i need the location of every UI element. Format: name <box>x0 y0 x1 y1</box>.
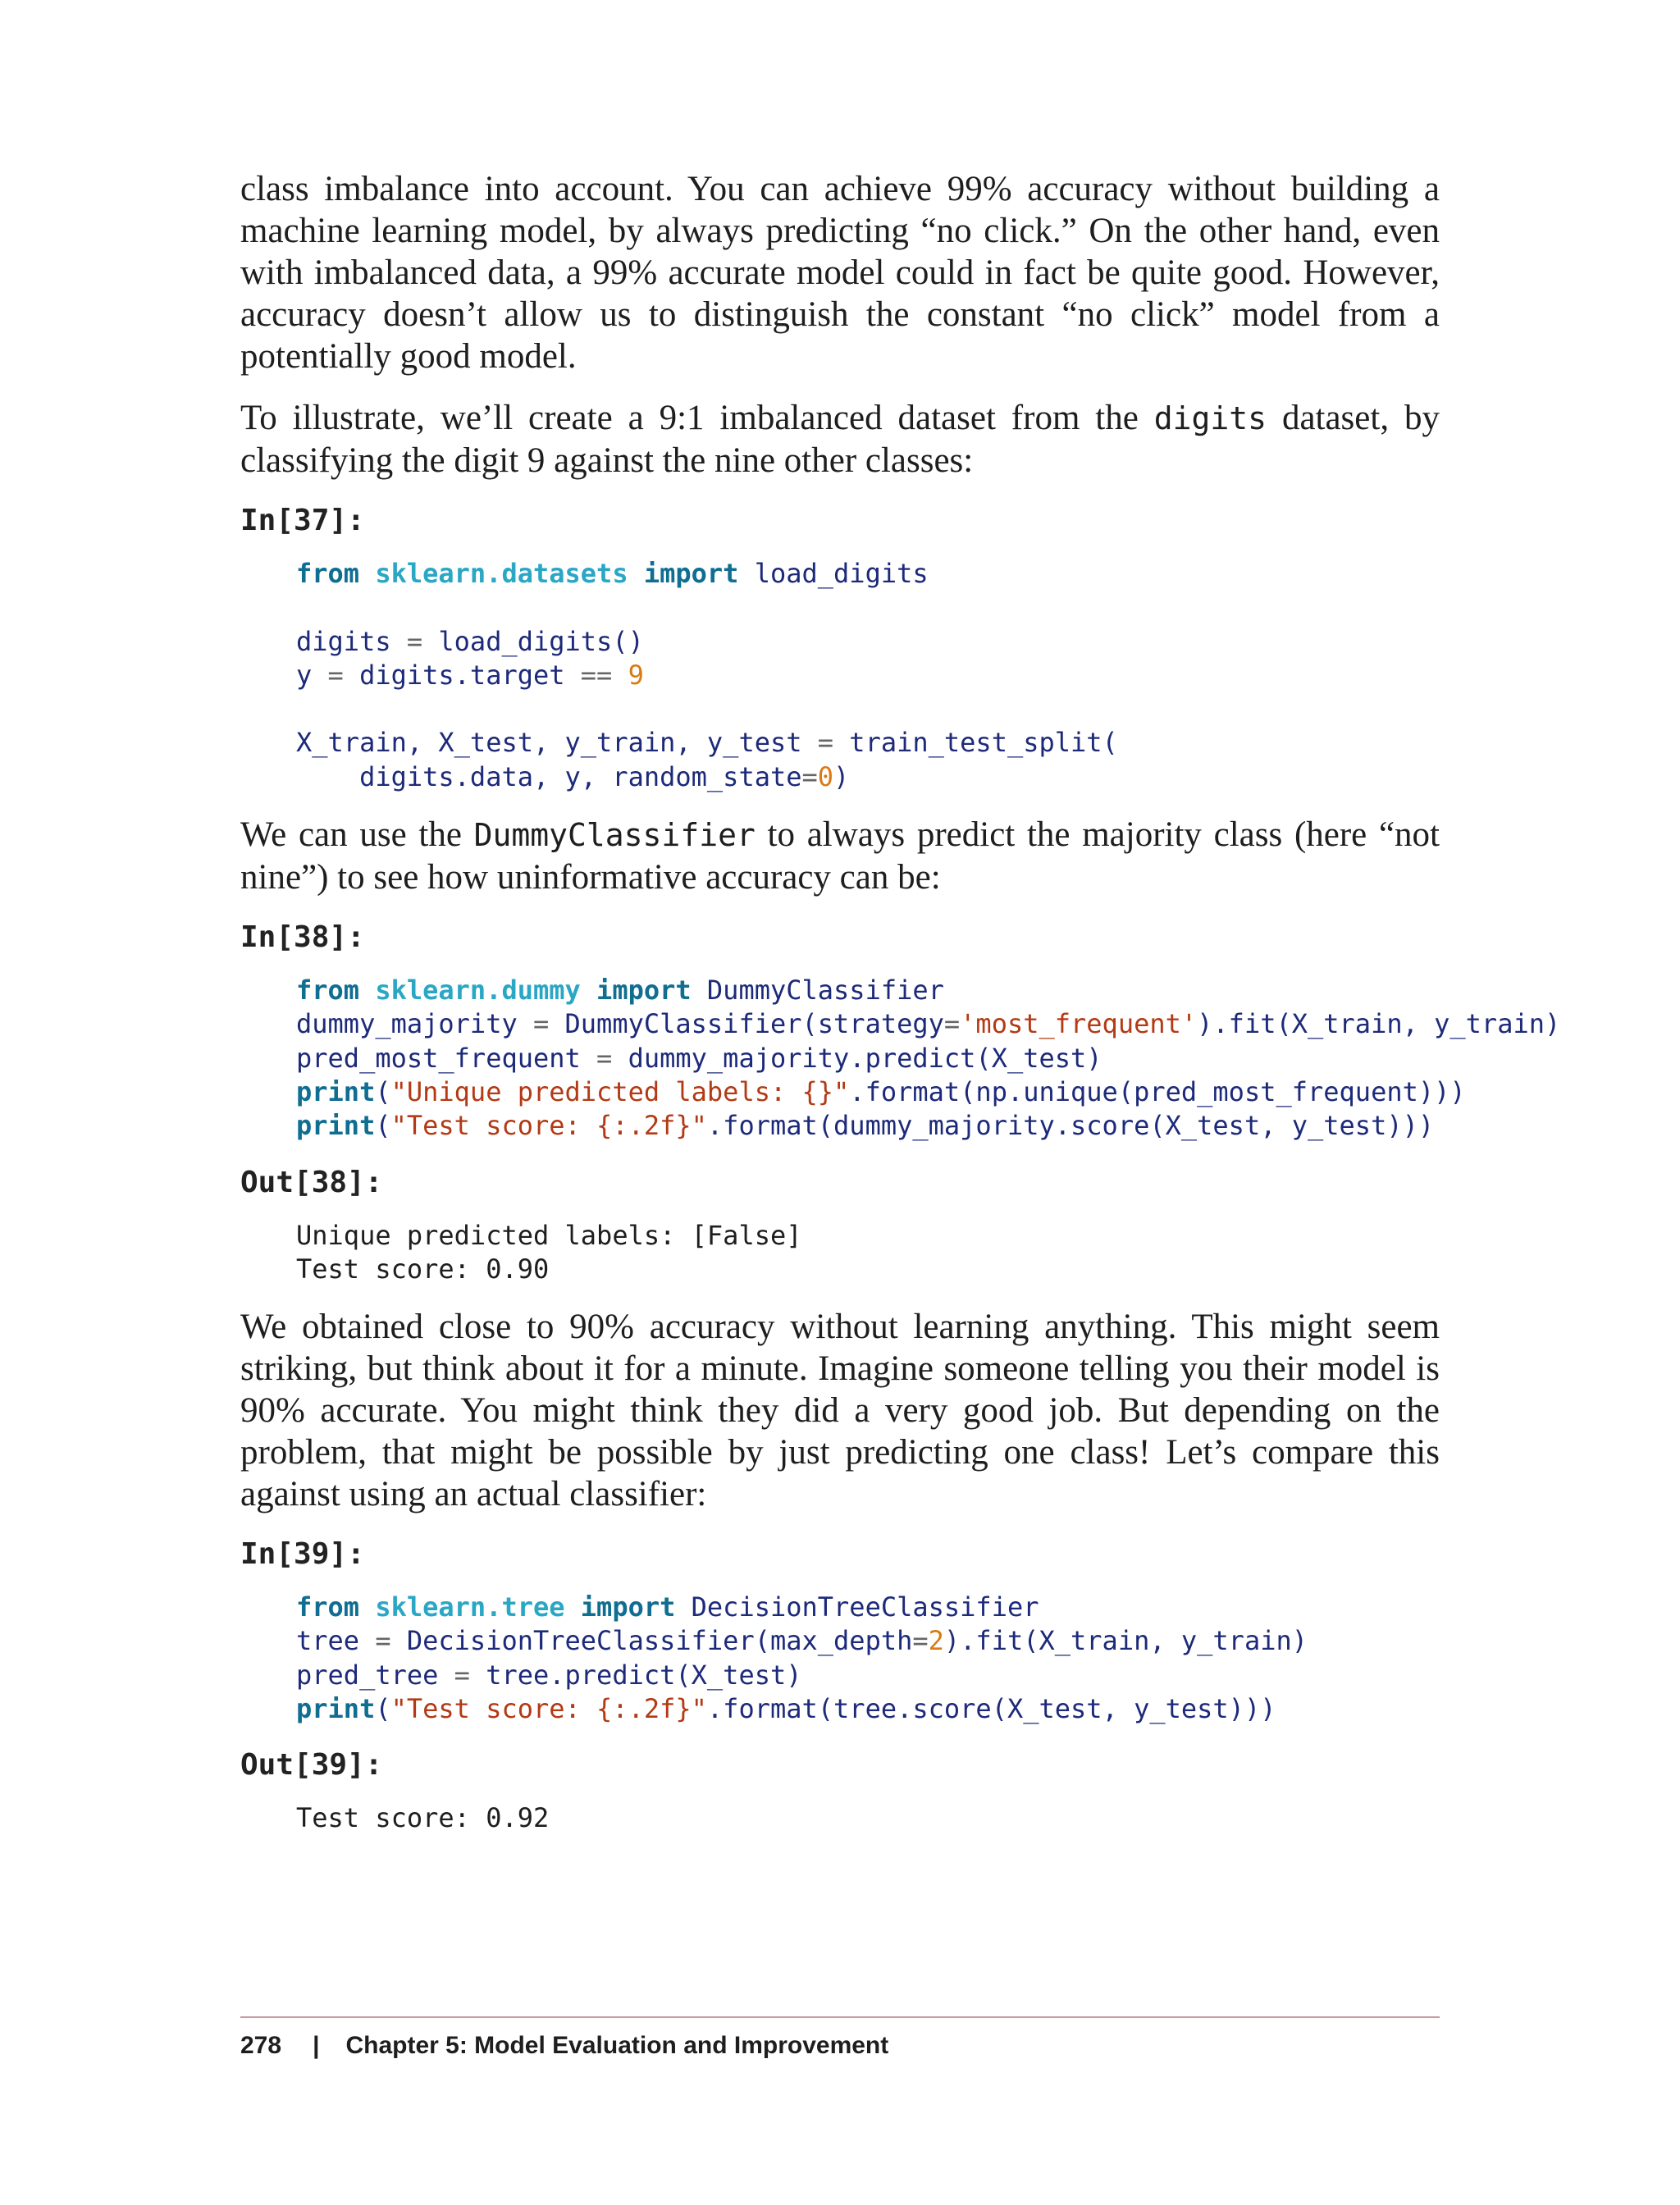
code-blank-line <box>296 692 1440 726</box>
code-token: X_train, X_test, y_train, y_test <box>296 727 818 759</box>
code-token: tree.predict(X_test) <box>469 1659 802 1691</box>
code-operator: = <box>406 625 423 657</box>
paragraph-dummy-classifier <box>240 814 1440 898</box>
code-token <box>612 660 628 691</box>
code-string: "Test score: {:.2f}" <box>390 1110 707 1142</box>
code-token <box>581 975 596 1006</box>
module-name: sklearn.tree <box>375 1591 565 1623</box>
code-token: DummyClassifier <box>691 975 944 1007</box>
output-line: Unique predicted labels: [False] <box>296 1219 802 1251</box>
code-token: digits <box>296 625 407 657</box>
keyword-import: import <box>643 558 739 589</box>
paragraph-obtained-accuracy: We obtained close to 90% accuracy without learning anything. This might seem striking, but think about it for a minute. Imagine someone telling you their model is 90% accurate. You might think they did a very good job. But depending on the problem, that might be possible by just predicting one class! Let’s compare this against using an actual classifier: <box>240 1308 1440 1514</box>
keyword-from: from <box>296 1591 360 1623</box>
code-operator: = <box>375 1625 391 1657</box>
code-line <box>296 760 1440 794</box>
code-token: DecisionTreeClassifier(max_depth <box>390 1625 913 1657</box>
code-operator: = <box>454 1659 470 1691</box>
code-line <box>296 1591 1440 1624</box>
page-number: 278 <box>240 2032 282 2059</box>
code-operator: = <box>801 760 818 792</box>
footer-separator: | <box>313 2032 320 2059</box>
output-line: Test score: 0.90 <box>296 1253 550 1285</box>
output-line: Test score: 0.92 <box>296 1802 550 1834</box>
code-string: "Unique predicted labels: {}" <box>390 1075 850 1107</box>
code-token: ).fit(X_train, y_train) <box>943 1625 1308 1657</box>
code-line <box>296 1692 1440 1726</box>
code-line <box>296 1659 1440 1692</box>
code-token: .format(tree.score(X_test, y_test))) <box>706 1693 1276 1725</box>
code-number: 9 <box>628 659 644 691</box>
code-line <box>296 557 1440 591</box>
code-block-in39 <box>296 1591 1440 1726</box>
module-name: sklearn.dummy <box>375 975 581 1007</box>
code-line <box>296 1042 1440 1075</box>
code-string: "Test score: {:.2f}" <box>390 1693 707 1725</box>
paragraph-illustrate <box>240 397 1440 482</box>
code-token: DecisionTreeClassifier <box>675 1591 1039 1623</box>
code-token <box>628 558 644 589</box>
code-number: 0 <box>817 760 834 792</box>
code-token: dummy_majority.predict(X_test) <box>612 1042 1102 1074</box>
page-footer <box>240 2029 888 2062</box>
code-line <box>296 1624 1440 1658</box>
cell-label-out39: Out[39]: <box>240 1748 383 1783</box>
code-token: train_test_split( <box>833 727 1118 759</box>
code-token: tree <box>296 1625 376 1657</box>
keyword-from: from <box>296 558 360 589</box>
code-token <box>359 975 375 1006</box>
cell-label-out38: Out[38]: <box>240 1165 383 1199</box>
cell-label-in39: In[39]: <box>240 1537 365 1572</box>
inline-code-dummyclassifier: DummyClassifier <box>473 817 756 854</box>
module-name: sklearn.datasets <box>375 558 628 589</box>
code-token: load_digits() <box>422 625 644 657</box>
code-line <box>296 625 1440 659</box>
code-token: DummyClassifier(strategy <box>549 1008 944 1040</box>
inline-code-digits: digits <box>1153 400 1267 436</box>
code-operator: == <box>580 659 613 691</box>
code-token: y <box>296 659 328 691</box>
code-line <box>296 659 1440 692</box>
code-number: 2 <box>928 1625 944 1657</box>
output-block-out39 <box>296 1801 1440 1835</box>
code-token: dummy_majority <box>296 1008 533 1040</box>
code-token: ( <box>375 1110 391 1142</box>
code-operator: = <box>817 727 834 759</box>
code-token: load_digits <box>738 558 929 589</box>
code-line <box>296 974 1440 1007</box>
code-token <box>565 1591 581 1623</box>
cell-label-in38: In[38]: <box>240 920 365 955</box>
code-token <box>359 1591 375 1623</box>
code-token: ( <box>375 1693 391 1725</box>
text-run: to always predict the majority class (here “not nine”) to see how uninformative accuracy can be: <box>240 815 1440 897</box>
code-operator: = <box>596 1042 613 1074</box>
code-line <box>296 1109 1440 1143</box>
keyword-print: print <box>296 1110 376 1142</box>
code-line <box>296 1007 1561 1041</box>
code-token: digits.target <box>343 659 581 691</box>
text-run: To illustrate, we’ll create a 9:1 imbalanced dataset from the <box>240 399 1154 437</box>
code-blank-line <box>296 591 1440 624</box>
output-block-out38 <box>296 1219 1440 1287</box>
code-block-in37 <box>296 557 1440 794</box>
code-token: .format(np.unique(pred_most_frequent))) <box>849 1075 1466 1107</box>
cell-label-in37: In[37]: <box>240 504 365 537</box>
code-operator: = <box>327 659 344 691</box>
code-operator: = <box>943 1008 961 1040</box>
code-line <box>296 726 1440 760</box>
text-run: dataset, by classifying the digit 9 against the nine other classes: <box>240 399 1440 480</box>
code-line <box>296 1075 1466 1109</box>
keyword-print: print <box>296 1075 376 1107</box>
code-operator: = <box>532 1008 550 1040</box>
keyword-import: import <box>596 975 692 1007</box>
code-token: pred_most_frequent <box>296 1042 597 1074</box>
page-body <box>240 168 1561 1836</box>
keyword-print: print <box>296 1693 376 1725</box>
code-token: .format(dummy_majority.score(X_test, y_test))) <box>706 1110 1435 1142</box>
keyword-from: from <box>296 975 360 1007</box>
code-token: ).fit(X_train, y_train) <box>1197 1008 1561 1040</box>
footer-divider <box>240 2016 1440 2018</box>
code-token <box>359 558 375 589</box>
code-block-in38 <box>296 974 1561 1143</box>
code-token: digits.data, y, random_state <box>296 760 802 792</box>
code-token: ( <box>375 1075 391 1107</box>
text-run: We can use the <box>240 815 474 855</box>
code-string: 'most_frequent' <box>960 1008 1198 1040</box>
code-token: ) <box>833 760 850 792</box>
paragraph-class-imbalance: class imbalance into account. You can achieve 99% accuracy without building a machine learning model, by always predicting “no click.” On the other hand, even with imbalanced data, a 99% accurate model could in fact be quite good. However, accuracy doesn’t allow us to distinguish the constant “no click” model from a potentially good model. <box>240 170 1440 376</box>
code-token: pred_tree <box>296 1659 454 1691</box>
code-operator: = <box>912 1625 929 1657</box>
keyword-import: import <box>580 1591 676 1623</box>
chapter-title: Chapter 5: Model Evaluation and Improvement <box>345 2032 889 2059</box>
